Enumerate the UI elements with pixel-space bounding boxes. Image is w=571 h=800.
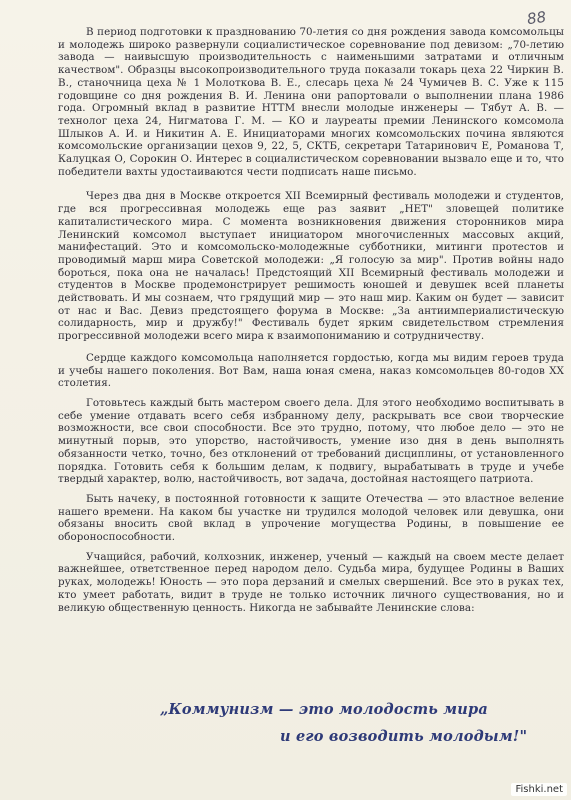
paragraph-festival: Через два дня в Москве откроется XII Всемирный фестиваль молодежи и студентов, где вся прогрессивная молодежь еще раз заявит „НЕТ" зловещей политике капиталистического мира. С момента возникновения движения сторонников мира Ленинский комсомол выступает инициатором многочисленных массовых акций, манифестаций. Это и комсомольско-молодежные субботники, митинги протестов и проводимый марш мира Советской молодежи: „Я голосую за мир". Против войны надо бороться, пока она не началась! Предстоящий XII Всемирный фестиваль молодежи и студентов в Москве продемонстрирует решимость юношей и девушек всей планеты действовать. И мы сознаем, что грядущий мир — это наш мир. Каким он будет — зависит от нас и Вас. Девиз предстоящего форума в Москве: „За антиимпериалистическую солидарность, мир и дружбу!" Фестиваль будет ярким свидетельством стремления прогрессивной молодежи всего мира к взаимопониманию и сотрудничеству.	[58, 190, 564, 343]
letter-body	[58, 26, 564, 621]
paragraph-defense: Быть начеку, в постоянной готовности к защите Отечества — это властное веление нашего времени. На каком бы участке ни трудился молодой человек или девушка, они обязаны вносить свой вклад в упрочение могущества Родины, в повышение ее обороноспособности.	[58, 492, 564, 544]
handwritten-page-number: 88	[525, 7, 548, 29]
site-watermark: Fishki.net	[511, 783, 567, 796]
quote-line-1: „Коммунизм — это молодость мира	[160, 701, 488, 718]
paragraph-pride: Сердце каждого комсомольца наполняется гордостью, когда мы видим героев труда и учебы нашего поколения. Вот Вам, наша юная смена, наказ комсомольцев 80-годов XX столетия.	[58, 351, 564, 390]
paragraph-competition: В период подготовки к празднованию 70-летия со дня рождения завода комсомольцы и молодежь широко развернули социалистическое соревнование под девизом: „70-летию завода — наивысшую производительность с наименьшими затратами и отличным качеством". Образцы высокопроизводительного труда показали токарь цеха 22 Чиркин В. В., станочница цеха № 1 Молоткова В. Е., слесарь цеха № 24 Чумичев В. С. Уже к 115 годовщине со дня рождения В. И. Ленина они рапортовали о выполнении плана 1986 года. Огромный вклад в развитие НТТМ внесли молодые инженеры — Тябут А. В. — технолог цеха 24, Нигматова Г. М. — КО и лауреаты премии Ленинского комсомола Шлыков А. И. и Никитин А. Е. Инициаторами многих комсомольских почина являются комсомольские организации цехов 9, 22, 5, СКТБ, секретари Татаринович Е, Романова Т, Калуцкая О, Сорокин О. Интерес в социалистическом соревновании вызвало еще и то, что победители вахты удостаиваются чести подписать наше письмо.	[58, 26, 564, 178]
paragraph-mastery: Готовьтесь каждый быть мастером своего дела. Для этого необходимо воспитывать в себе умение отдавать всего себя избранному делу, раскрывать все свои творческие возможности, все свои способности. Все это трудно, потому, что любое дело — это не минутный порыв, это упорство, настойчивость, умение изо дня в день выполнять обязанности четко, точно, без отклонений от требований дисциплины, от установленного порядка. Готовить себя к большим делам, к подвигу, вырабатывать в труде и учебе твердый характер, волю, настойчивость, вот задача, достойная настоящего патриота.	[58, 396, 564, 486]
lenin-quote	[150, 696, 550, 750]
quote-line-2: и его возводить молодым!"	[280, 728, 528, 745]
paragraph-youth: Учащийся, рабочий, колхозник, инженер, ученый — каждый на своем месте делает важнейшее, ответственное перед народом дело. Судьба мира, будущее Родины в Ваших руках, молодежь! Юность — это пора дерзаний и смелых свершений. Все это в руках тех, кто умеет работать, видит в труде не только источник личного существования, но и великую общественную ценность. Никогда не забывайте Ленинские слова:	[58, 550, 564, 614]
